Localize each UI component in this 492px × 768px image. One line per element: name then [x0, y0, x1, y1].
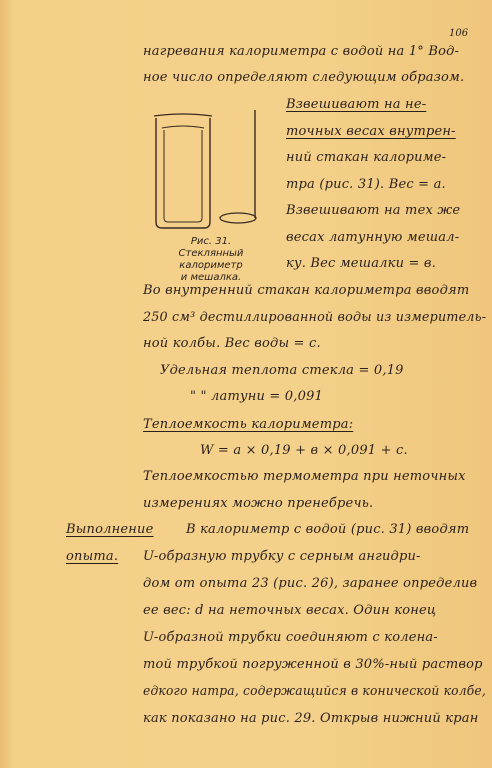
text-line-9: ку. Вес мешалки = в. [286, 256, 437, 271]
figure-caption [146, 236, 276, 284]
text-line-7: Взвешивают на тех же [286, 203, 461, 218]
text-line-20: В калориметр с водой (рис. 31) вводят [186, 522, 470, 537]
text-line-26: той трубкой погруженной в 30%-ный раствор [143, 657, 483, 672]
text-line-24: ее вес: d на неточных весах. Один конец [143, 603, 437, 618]
page-number: 106 [449, 28, 469, 39]
text-line-6: тра (рис. 31). Вес = a. [286, 177, 446, 192]
stirrer-ring [220, 213, 256, 223]
text-line-12: ной колбы. Вес воды = c. [143, 336, 321, 351]
text-line-23: дом от опыта 23 (рис. 26), заранее определив [143, 576, 478, 591]
caption-line-2: и мешалка. [180, 272, 242, 283]
figure-label: Рис. 31. [190, 236, 232, 247]
text-line-4: точных весах внутрен- [286, 124, 456, 139]
text-line-8: весах латунную мешал- [286, 230, 460, 245]
caption-line-1: Стеклянный калориметр [178, 248, 244, 271]
beaker-inner [164, 130, 202, 222]
text-line-25: U-образной трубки соединяют с колена- [143, 630, 438, 645]
text-line-1: нагревания калориметра с водой на 1° Вод- [143, 44, 460, 59]
text-line-10: Во внутренний стакан калориметра вводят [143, 283, 470, 298]
text-line-14: " " латуни = 0,091 [190, 389, 324, 404]
calorimeter-figure [150, 110, 270, 235]
text-line-28: как показано на рис. 29. Открыв нижний кран [143, 711, 479, 726]
text-line-17: Теплоемкостью термометра при неточных [143, 469, 466, 484]
text-line-18: измерениях можно пренебречь. [143, 496, 374, 511]
text-line-16: W = a × 0,19 + в × 0,091 + c. [200, 443, 408, 458]
text-line-2: ное число определяют следующим образом. [143, 70, 465, 85]
text-line-21: опыта. [66, 549, 119, 564]
text-line-5: ний стакан калориме- [286, 150, 447, 165]
text-line-13: Удельная теплота стекла = 0,19 [160, 363, 404, 378]
text-line-27: едкого натра, содержащийся в конической колбе, [143, 684, 486, 699]
text-line-22: U-образную трубку с серным ангидри- [143, 549, 421, 564]
text-line-3: Взвешивают на не- [286, 97, 427, 112]
text-line-19: Выполнение [66, 522, 154, 537]
text-line-15: Теплоемкость калориметра: [143, 417, 354, 432]
text-line-11: 250 см³ дестиллированной воды из измеритель- [143, 310, 487, 325]
